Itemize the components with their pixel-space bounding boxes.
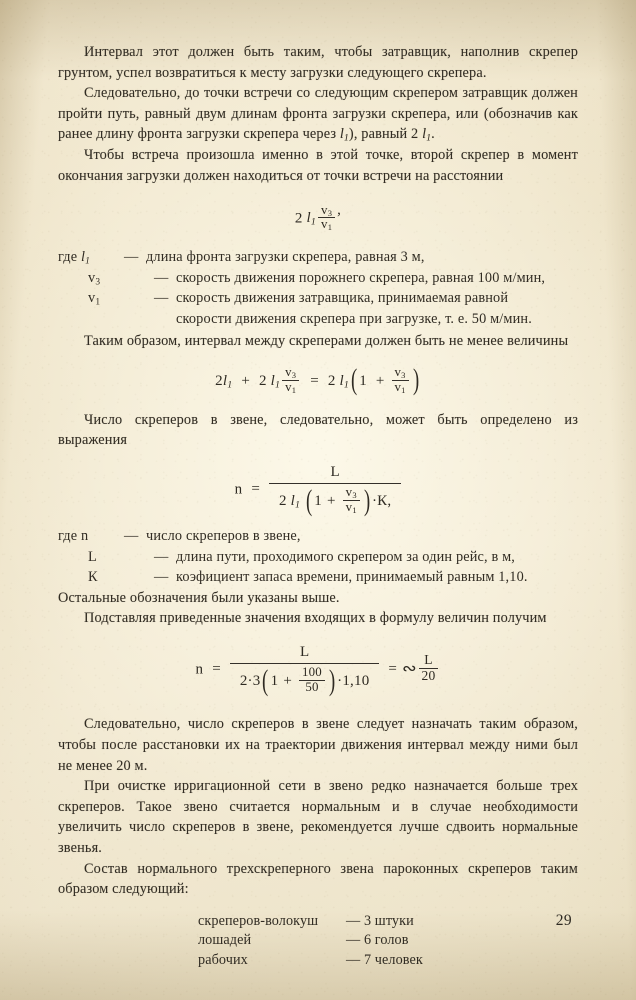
legend-dash: — xyxy=(154,269,169,286)
list-item xyxy=(198,931,578,950)
formula-2-fraction xyxy=(282,366,299,395)
legend-row xyxy=(58,247,578,267)
legend-text: длина фронта загрузки скрепера, равная 3 м, xyxy=(146,249,425,266)
formula-2-paren-close: ) xyxy=(412,363,419,397)
page-text-column xyxy=(58,42,578,970)
formula-4-equals-2: = xyxy=(388,660,398,677)
formula-2-second-coefficient: 2 xyxy=(258,372,267,389)
formula-2-left-coefficient: 2 xyxy=(215,372,223,389)
list-item-label: скреперов-волокуш xyxy=(198,912,319,929)
formula-3-equals: = xyxy=(251,480,260,497)
formula-4-result-den: 20 xyxy=(421,668,436,684)
list-item-value: — 6 голов xyxy=(346,932,409,949)
formula-3-denominator: 2 $l_1$ ( 1 + $\frac{v_3}{v_1}$ ) ·К, xyxy=(278,484,392,518)
symbol-l1-inline-2: $l_1$ xyxy=(422,126,432,144)
paragraph-7: Следовательно, число скреперов в звене следует назначать таким образом, чтобы после расстановки их на траектории движения интервал между ними был не менее 20 м. xyxy=(58,716,578,774)
legend-row xyxy=(58,268,578,288)
legend-text: число скреперов в звене, xyxy=(146,528,301,545)
formula-1-fraction xyxy=(318,204,335,233)
formula-1-coefficient: 2 xyxy=(294,210,303,227)
formula-3-paren-open: ( xyxy=(306,484,313,518)
legend-text: длина пути, проходимого скрепером за один рейс, в м, xyxy=(176,548,516,565)
list-item-value: — 7 человек xyxy=(346,951,423,968)
formula-2-paren-open: ( xyxy=(350,363,358,397)
legend-row xyxy=(58,547,578,567)
formula-3-lhs: n xyxy=(234,480,243,497)
paragraph-6a: Остальные обозначения были указаны выше. xyxy=(58,589,340,606)
list-item xyxy=(198,951,578,970)
formula-3-paren-close: ) xyxy=(363,484,371,518)
paragraph-9: Состав нормального трехскреперного звена пароконных скреперов таким образом следующий: xyxy=(58,860,578,898)
list-item xyxy=(198,912,578,931)
paragraph-2-period: . xyxy=(431,126,435,143)
paragraph-2-text-a: Следовательно, до точки встречи со следующим скрепером затравщик должен пройти путь, равный двум длинам фронта загрузки скрепера, или (обозначив как ранее длину фронта загрузки скрепера через xyxy=(58,85,578,143)
symbol-l1: $l_1$ xyxy=(80,249,90,267)
formula-2-equals: = xyxy=(310,372,319,389)
paragraph-4: Таким образом, интервал между скреперами должен быть не менее величины xyxy=(84,333,569,350)
symbol-L: L xyxy=(88,548,97,565)
formula-4 xyxy=(58,643,578,697)
legend-row xyxy=(58,288,578,308)
formula-2-second-symbol: $l_1$ xyxy=(270,372,281,390)
legend-row xyxy=(58,526,578,546)
crew-composition-list xyxy=(58,912,578,970)
formula-4-result-fraction xyxy=(419,653,439,683)
formula-2-inner-fraction xyxy=(392,366,409,395)
formula-2-denominator: $v_1$ xyxy=(285,379,297,395)
legend-dash: — xyxy=(124,249,139,266)
approximately-equal-icon: ∾ xyxy=(402,658,417,678)
list-item-value: — 3 штуки xyxy=(346,912,414,929)
formula-2 xyxy=(58,363,578,397)
formula-4-inner-fraction xyxy=(299,666,325,695)
symbol-v1: $v_1$ xyxy=(88,290,101,308)
legend-dash: — xyxy=(154,290,169,307)
formula-4-inner-num: 100 xyxy=(299,666,325,681)
formula-1 xyxy=(58,202,578,233)
formula-2-right-symbol: $l_1$ xyxy=(339,372,349,390)
legend-text-continuation: скорости движения скрепера при загрузке, т. е. 50 м/мин. xyxy=(176,310,532,327)
legend-block-1 xyxy=(58,247,578,329)
formula-4-lhs: n xyxy=(195,660,204,677)
paragraph-2-text-b: ), равный 2 xyxy=(348,126,423,143)
page-number: 29 xyxy=(555,912,572,929)
formula-3-inner-fraction: $\frac{v_3}{v_1}$ xyxy=(343,486,360,515)
formula-2-inner-numerator: $v_3$ xyxy=(392,366,409,381)
paragraph-1: Интервал этот должен быть таким, чтобы затравщик, наполнив скрепер грунтом, успел возвратиться к месту загрузки следующего скрепера. xyxy=(58,44,578,81)
formula-4-denominator: 2·3( 1 + $\frac{100}{50}$ ) ·1,10 xyxy=(239,664,370,698)
legend-dash: — xyxy=(154,548,169,565)
list-item-label: рабочих xyxy=(198,951,248,968)
formula-2-plus: + xyxy=(241,372,250,389)
formula-3 xyxy=(58,463,578,517)
paragraph-6b: Подставляя приведенные значения входящих в формулу величин получим xyxy=(84,610,547,627)
legend-dash: — xyxy=(154,569,169,586)
formula-3-den-symbol: $l_1$ xyxy=(290,493,301,511)
legend-text: скорость движения порожнего скрепера, равная 100 м/мин, xyxy=(176,269,546,286)
paragraph-5: Число скреперов в звене, следовательно, может быть определено из выражения xyxy=(58,411,578,449)
list-item-label: лошадей xyxy=(198,932,252,949)
symbol-l1-inline: $l_1$ xyxy=(339,126,349,144)
legend-intro-and-key-n: где n xyxy=(58,528,89,545)
legend-intro-and-key: где $l_1$ xyxy=(58,249,90,267)
paragraph-3: Чтобы встреча произошла именно в этой точке, второй скрепер в момент окончания загрузки должен находиться от точки встречи на расстоянии xyxy=(58,146,578,184)
paragraph-8: При очистке ирригационной сети в звено редко назначается больше трех скреперов. Такое звено считается нормальным и в случае необходимости увеличить число скреперов в звене, рекомендуется лучше сдвоить нормальные звенья. xyxy=(58,778,578,856)
formula-4-equals: = xyxy=(212,660,221,677)
formula-1-numerator: $v_3$ xyxy=(318,204,335,219)
formula-4-numerator: L xyxy=(230,643,380,665)
formula-1-denominator: $v_1$ xyxy=(321,217,333,233)
formula-4-paren-close: ) xyxy=(328,664,336,698)
formula-2-left-symbol: $l_1$ xyxy=(222,372,233,390)
formula-2-inner-denominator: $v_1$ xyxy=(394,379,406,395)
legend-text: коэфициент запаса времени, принимаемый равным 1,10. xyxy=(176,569,528,586)
formula-4-result-num: L xyxy=(419,653,439,669)
formula-4-fraction xyxy=(230,643,380,697)
symbol-v3: $v_3$ xyxy=(88,269,101,288)
legend-dash: — xyxy=(124,528,139,545)
formula-3-numerator: L xyxy=(269,463,401,485)
symbol-K: К xyxy=(88,569,98,586)
formula-2-one: 1 xyxy=(359,372,367,389)
legend-row xyxy=(58,567,578,587)
formula-1-comma: , xyxy=(337,202,342,219)
formula-2-numerator: $v_3$ xyxy=(282,366,299,381)
paragraph-2 xyxy=(58,83,578,145)
formula-1-symbol: $l_1$ xyxy=(306,210,317,228)
legend-block-2 xyxy=(58,526,578,587)
formula-3-fraction xyxy=(269,463,401,517)
symbol-n: n xyxy=(80,528,89,545)
formula-2-inner-plus: + xyxy=(375,372,385,389)
legend-text: скорость движения затравщика, принимаемая равной xyxy=(176,290,509,307)
formula-4-inner-den: 50 xyxy=(305,680,319,695)
formula-4-paren-open: ( xyxy=(262,664,269,698)
formula-2-right-coefficient: 2 xyxy=(327,372,336,389)
